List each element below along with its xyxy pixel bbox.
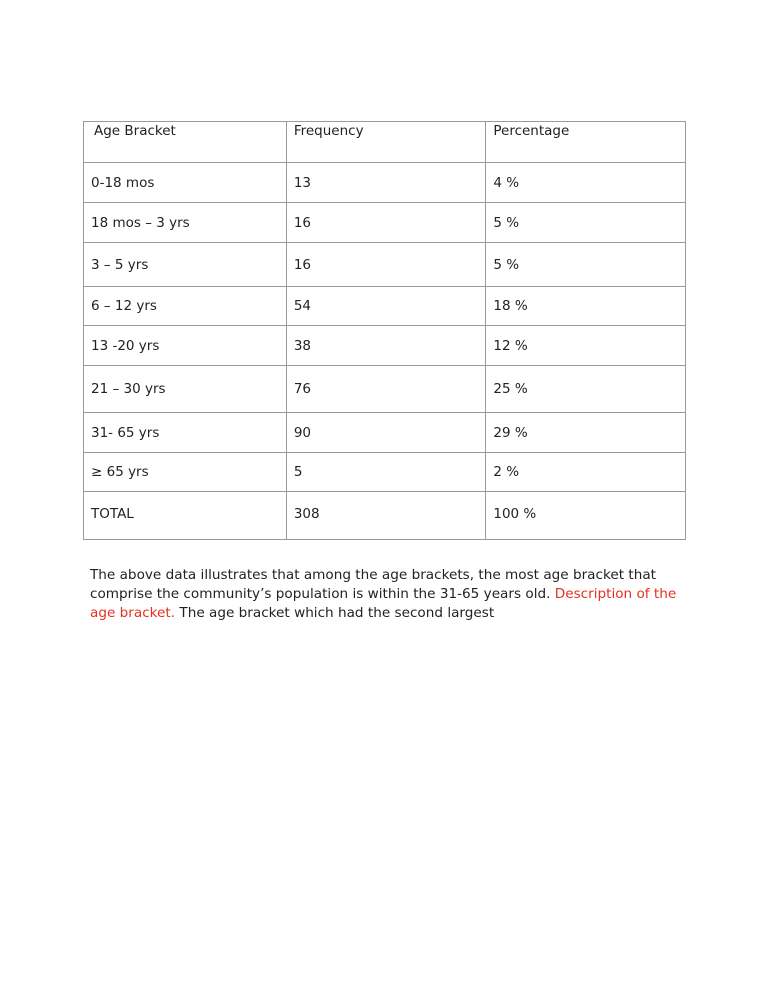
cell-percentage: 25 % [486,366,686,413]
table-row [84,163,686,203]
table-header-row [84,122,686,163]
table-total-row [84,492,686,540]
cell-age-bracket: ≥ 65 yrs [84,453,287,492]
table-row [84,203,686,243]
cell-age-bracket: 18 mos – 3 yrs [84,203,287,243]
cell-age-bracket: 21 – 30 yrs [84,366,287,413]
cell-frequency: 54 [286,287,486,326]
cell-frequency: 13 [286,163,486,203]
cell-percentage: 18 % [486,287,686,326]
table-row [84,413,686,453]
cell-percentage: 5 % [486,203,686,243]
highlighted-comment: Description of the age bracket. [90,586,677,621]
cell-age-bracket: 3 – 5 yrs [84,243,287,287]
cell-age-bracket: 6 – 12 yrs [84,287,287,326]
cell-percentage: 5 % [486,243,686,287]
cell-percentage: 2 % [486,453,686,492]
cell-percentage: 100 % [486,492,686,540]
cell-age-bracket: 31- 65 yrs [84,413,287,453]
header-percentage: Percentage [486,122,686,163]
cell-frequency: 308 [286,492,486,540]
cell-age-bracket: 0-18 mos [84,163,287,203]
header-frequency: Frequency [286,122,486,163]
paragraph-text-before: The above data illustrates that among the age brackets, the most age bracket that comprise the community’s population is within the 31-65 years old. [90,567,656,602]
cell-frequency: 38 [286,326,486,366]
cell-frequency: 90 [286,413,486,453]
cell-percentage: 12 % [486,326,686,366]
cell-percentage: 29 % [486,413,686,453]
table-row [84,366,686,413]
cell-age-bracket: 13 -20 yrs [84,326,287,366]
cell-age-bracket: TOTAL [84,492,287,540]
paragraph-text-after: The age bracket which had the second largest [175,605,495,621]
cell-frequency: 5 [286,453,486,492]
cell-percentage: 4 % [486,163,686,203]
cell-frequency: 76 [286,366,486,413]
table-row [84,326,686,366]
age-bracket-table [83,121,686,540]
table-row [84,243,686,287]
table-row [84,287,686,326]
cell-frequency: 16 [286,203,486,243]
analysis-paragraph [90,566,680,623]
table-row [84,453,686,492]
header-age-bracket: Age Bracket [84,122,287,163]
cell-frequency: 16 [286,243,486,287]
